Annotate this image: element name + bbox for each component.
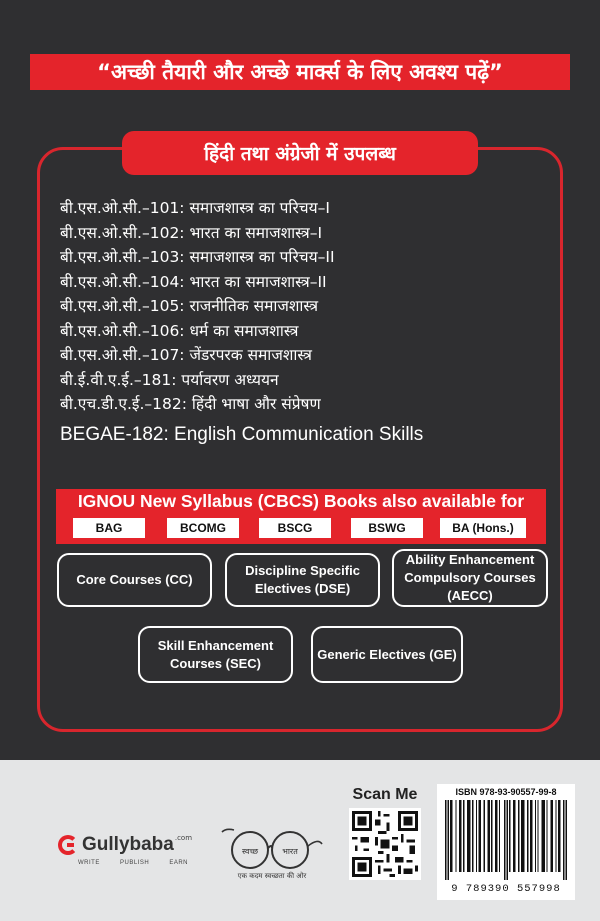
- course-item: बी.एच.डी.ए.ई.–182: हिंदी भाषा और संप्रेषण: [60, 395, 321, 413]
- syllabus-banner: [56, 489, 546, 544]
- course-item: बी.एस.ओ.सी.–102: भारत का समाजशास्त्र–I: [60, 223, 323, 242]
- scan-me-label: Scan Me: [352, 786, 418, 803]
- course-item: बी.एस.ओ.सी.–105: राजनीतिक समाजशास्त्र: [60, 297, 319, 315]
- programme-chip-bscg: BSCG: [259, 518, 331, 538]
- swachh-right-text: भारत: [282, 847, 298, 856]
- category-core-courses: Core Courses (CC): [57, 553, 212, 607]
- gullybaba-logo: [58, 834, 192, 856]
- logo-tagline: [78, 860, 188, 866]
- course-item: बी.एस.ओ.सी.–104: भारत का समाजशास्त्र–II: [60, 272, 327, 291]
- barcode-digits: 9 789390 557998: [451, 883, 561, 895]
- swachh-caption: एक कदम स्वच्छता की ओर: [237, 872, 307, 880]
- tagline-word: WRITE: [78, 860, 100, 866]
- isbn-barcode: [437, 784, 575, 900]
- course-item: बी.एस.ओ.सी.–101: समाजशास्त्र का परिचय–I: [60, 199, 330, 217]
- tagline-word: PUBLISH: [119, 860, 150, 866]
- isbn-number: ISBN 978-93-90557-99-8: [455, 787, 557, 797]
- qr-code-icon[interactable]: [349, 808, 421, 880]
- category-aecc: Ability Enhancement Compulsory Courses (AECC): [392, 549, 548, 607]
- language-banner: हिंदी तथा अंग्रेजी में उपलब्ध: [122, 131, 478, 175]
- logo-suffix: .com: [174, 834, 193, 842]
- tagline-banner: “अच्छी तैयारी और अच्छे मार्क्स के लिए अवश्य पढ़ें”: [30, 54, 570, 90]
- swachh-bharat-glasses-icon: [218, 826, 326, 874]
- category-dse: Discipline Specific Electives (DSE): [225, 553, 380, 607]
- programme-chip-ba-hons: BA (Hons.): [440, 518, 526, 538]
- course-item: बी.ई.वी.ए.ई.–181: पर्यावरण अध्ययन: [60, 370, 279, 389]
- course-list: [60, 196, 560, 453]
- course-item: बी.एस.ओ.सी.–107: जेंडरपरक समाजशास्त्र: [60, 346, 312, 364]
- swachh-left-text: स्वच्छ: [241, 847, 259, 856]
- back-cover-footer: [0, 760, 600, 921]
- category-ge: Generic Electives (GE): [311, 626, 463, 683]
- logo-text: Gullybaba: [82, 834, 174, 855]
- syllabus-title: IGNOU New Syllabus (CBCS) Books also available for: [77, 491, 525, 511]
- programme-chip-bcomg: BCOMG: [167, 518, 239, 538]
- course-item: बी.एस.ओ.सी.–103: समाजशास्त्र का परिचय–II: [60, 248, 335, 266]
- barcode-icon: [445, 800, 567, 880]
- programme-chip-bag: BAG: [73, 518, 145, 538]
- tagline-word: EARN: [169, 860, 188, 866]
- course-item: बी.एस.ओ.सी.–106: धर्म का समाजशास्त्र: [60, 321, 299, 340]
- programme-chip-bswg: BSWG: [351, 518, 423, 538]
- gullybaba-g-icon: [58, 835, 78, 855]
- english-course-item: BEGAE-182: English Communication Skills: [60, 423, 424, 445]
- programme-row: [56, 518, 546, 538]
- category-sec: Skill Enhancement Courses (SEC): [138, 626, 293, 683]
